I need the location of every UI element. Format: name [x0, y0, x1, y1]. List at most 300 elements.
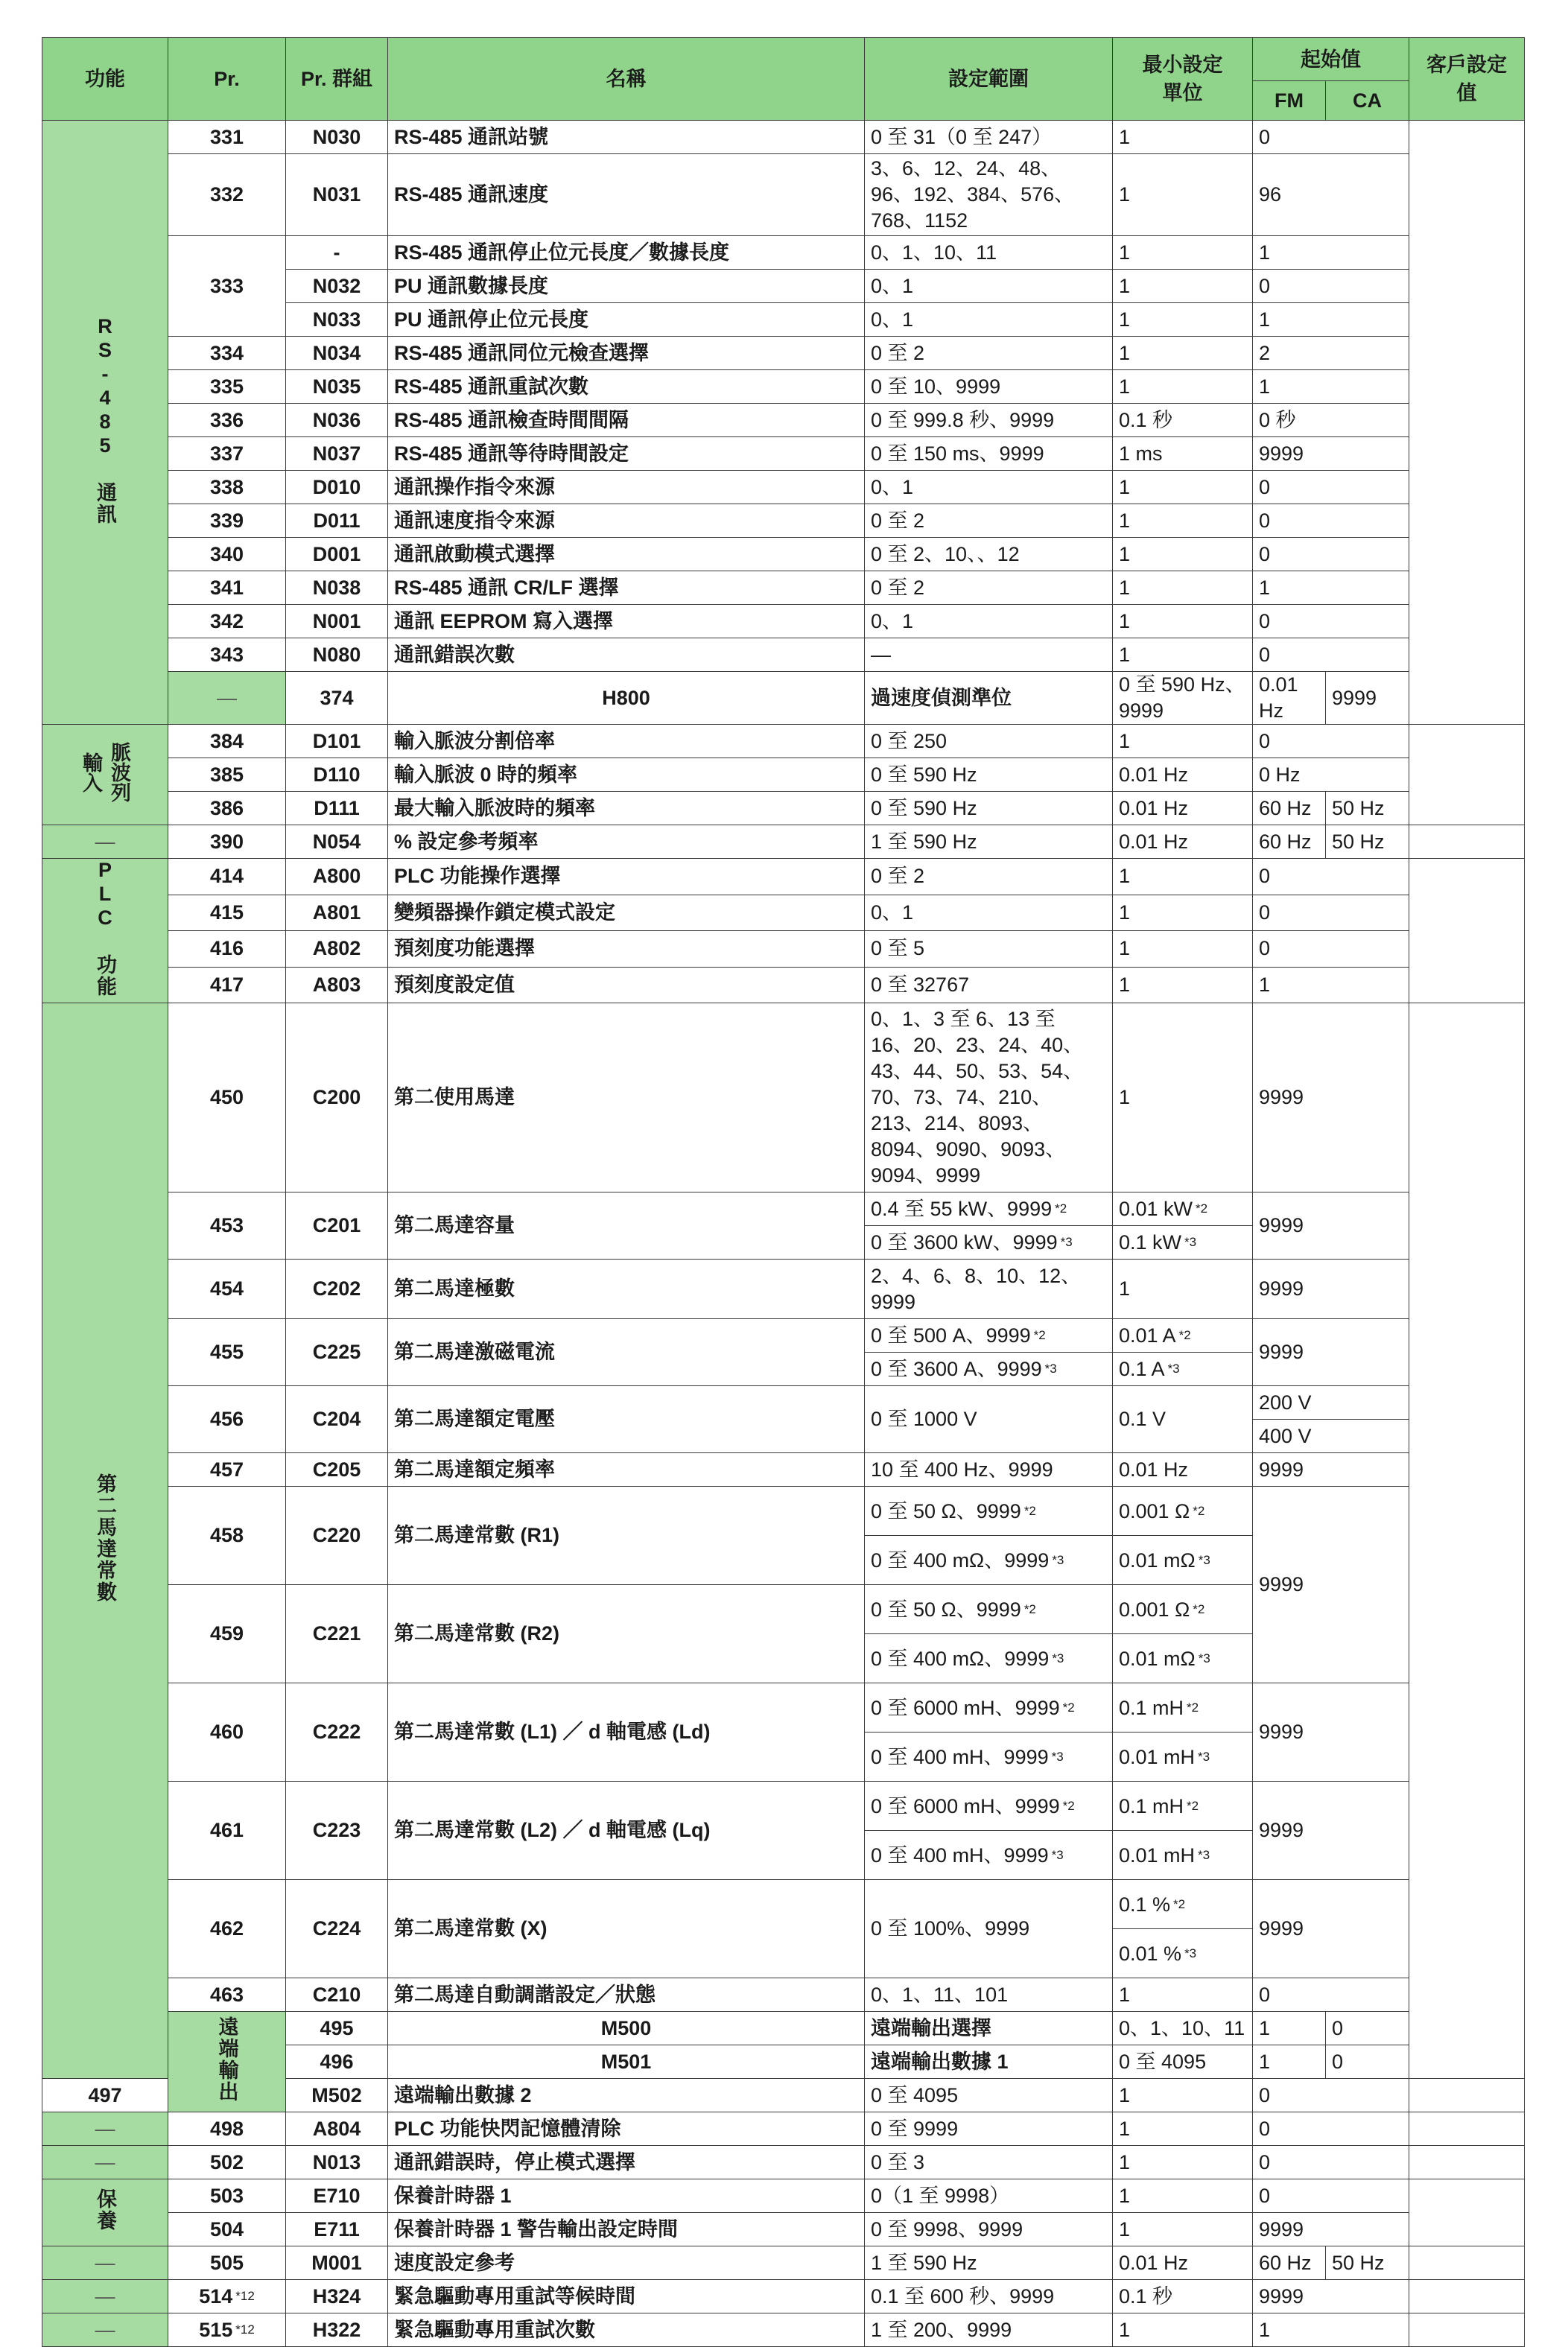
pr-cell: 384	[168, 725, 286, 758]
initial-cell: 200 V	[1253, 1386, 1409, 1420]
name-cell: 緊急驅動專用重試次數	[388, 2313, 865, 2347]
group-maintenance: 保養	[42, 2179, 168, 2246]
pr-cell: 495	[286, 2012, 388, 2045]
unit-cell: 1	[1113, 303, 1253, 337]
pr-cell: 331	[168, 121, 286, 154]
range-cell: 0 至 3	[865, 2146, 1113, 2179]
initial-cell: 9999	[1253, 1487, 1409, 1683]
group-cell: N032	[286, 270, 388, 303]
unit-cell: 1	[1113, 2213, 1253, 2246]
group-cell: D011	[286, 504, 388, 538]
pr-cell: 461	[168, 1782, 286, 1880]
range-cell: 2、4、6、8、10、12、 9999	[865, 1260, 1113, 1319]
group-cell: N038	[286, 571, 388, 605]
pr-cell: 335	[168, 370, 286, 404]
initial-cell: 9999	[1253, 2280, 1409, 2313]
pr-cell: 390	[168, 825, 286, 859]
unit-cell: 1	[1113, 571, 1253, 605]
pr-cell: 514 $^{*12}$	[168, 2280, 286, 2313]
group-none: —	[42, 2112, 168, 2146]
initial-cell: 0 秒	[1253, 404, 1409, 437]
pr-cell: 503	[168, 2179, 286, 2213]
pr-cell: 334	[168, 337, 286, 370]
range-cell: 0 至 50 Ω、9999 $^{*2}$	[865, 1487, 1113, 1536]
group-cell: C201	[286, 1192, 388, 1260]
initial-ca-cell: 50 Hz	[1326, 792, 1409, 825]
unit-cell: 1	[1113, 2146, 1253, 2179]
group-cell: D110	[286, 758, 388, 792]
unit-cell: 0.1 mH $^{*2}$	[1113, 1683, 1253, 1733]
header-name: 名稱	[388, 38, 865, 121]
group-cell: D111	[286, 792, 388, 825]
name-cell: 遠端輸出選擇	[865, 2012, 1113, 2045]
group-cell: N034	[286, 337, 388, 370]
initial-cell: 1	[1253, 370, 1409, 404]
range-cell: 0.4 至 55 kW、9999 $^{*2}$	[865, 1192, 1113, 1226]
range-cell: 0 至 32767	[865, 967, 1113, 1003]
header-unit: 最小設定單位	[1113, 38, 1253, 121]
range-cell: 0 至 3600 kW、9999 $^{*3}$	[865, 1226, 1113, 1260]
name-cell: 緊急驅動專用重試等候時間	[388, 2280, 865, 2313]
group-cell: D001	[286, 538, 388, 571]
unit-cell: 0.01 Hz	[1113, 758, 1253, 792]
initial-ca-cell: 50 Hz	[1326, 2246, 1409, 2280]
initial-cell: 2	[1253, 337, 1409, 370]
range-cell: 0 至 500 A、9999 $^{*2}$	[865, 1319, 1113, 1353]
range-cell: 0 至 590 Hz	[865, 792, 1113, 825]
pr-cell: 414	[168, 859, 286, 895]
unit-cell: 0.01 kW $^{*2}$	[1113, 1192, 1253, 1226]
pr-cell: 505	[168, 2246, 286, 2280]
unit-cell: 0.001 Ω $^{*2}$	[1113, 1487, 1253, 1536]
initial-fm-cell: 60 Hz	[1253, 2246, 1326, 2280]
unit-cell: 1	[1113, 605, 1253, 638]
group-cell: C202	[286, 1260, 388, 1319]
name-cell: 第二馬達常數 (L1) ／ d 軸電感 (Ld)	[388, 1683, 865, 1782]
pr-cell: 504	[168, 2213, 286, 2246]
range-cell: 0.1 至 600 秒、9999	[865, 2280, 1113, 2313]
initial-cell: 9999	[1253, 1782, 1409, 1880]
unit-cell: 0.1 V	[1113, 1386, 1253, 1453]
group-none: —	[42, 2246, 168, 2280]
range-cell: 1 至 200、9999	[865, 2313, 1113, 2347]
pr-cell: 498	[168, 2112, 286, 2146]
group-cell: C200	[286, 1003, 388, 1192]
unit-cell: 0.01 A $^{*2}$	[1113, 1319, 1253, 1353]
parameter-table-page	[42, 37, 1524, 2347]
group-cell: C222	[286, 1683, 388, 1782]
initial-cell: 9999	[1253, 1453, 1409, 1487]
name-cell: RS-485 通訊 CR/LF 選擇	[388, 571, 865, 605]
initial-cell: 0	[1326, 2045, 1525, 2079]
pr-cell: 515 $^{*12}$	[168, 2313, 286, 2347]
unit-cell: 1	[1113, 121, 1253, 154]
range-cell: 0 至 999.8 秒、9999	[865, 404, 1113, 437]
initial-cell: 9999	[1253, 1003, 1409, 1192]
pr-cell: 416	[168, 931, 286, 968]
range-cell: 1 至 590 Hz	[865, 825, 1113, 859]
unit-cell: 0.01 Hz	[1113, 2246, 1253, 2280]
group-cell: N036	[286, 404, 388, 437]
group-none: —	[42, 825, 168, 859]
unit-cell: 1	[1113, 471, 1253, 504]
header-group: Pr. 群組	[286, 38, 388, 121]
unit-cell: 0.1 秒	[1113, 2280, 1253, 2313]
range-cell: 0 至 6000 mH、9999 $^{*2}$	[865, 1782, 1113, 1831]
unit-cell: 1	[1113, 270, 1253, 303]
group-pulse-train: 脈波列 輸入	[42, 725, 168, 825]
name-cell: 保養計時器 1 警告輸出設定時間	[388, 2213, 865, 2246]
range-cell: 0 至 400 mΩ、9999 $^{*3}$	[865, 1634, 1113, 1683]
initial-cell: 9999	[1326, 672, 1525, 725]
pr-cell: 337	[168, 437, 286, 471]
group-cell: N033	[286, 303, 388, 337]
initial-cell: 9999	[1253, 437, 1409, 471]
header-pr: Pr.	[168, 38, 286, 121]
name-cell: 速度設定參考	[388, 2246, 865, 2280]
unit-cell: 0.01 Hz	[1113, 792, 1253, 825]
initial-cell: 9999	[1253, 1260, 1409, 1319]
pr-cell: 460	[168, 1683, 286, 1782]
pr-cell: 340	[168, 538, 286, 571]
name-cell: 最大輸入脈波時的頻率	[388, 792, 865, 825]
name-cell: RS-485 通訊檢查時間間隔	[388, 404, 865, 437]
group-cell: M001	[286, 2246, 388, 2280]
customer-cell	[1409, 1003, 1525, 2079]
parameter-table	[42, 37, 1525, 2347]
group-cell: N054	[286, 825, 388, 859]
name-cell: 第二馬達額定電壓	[388, 1386, 865, 1453]
pr-cell: 417	[168, 967, 286, 1003]
initial-cell: 0	[1253, 1978, 1409, 2012]
name-cell: 第二馬達激磁電流	[388, 1319, 865, 1386]
pr-cell: 342	[168, 605, 286, 638]
group-cell: A804	[286, 2112, 388, 2146]
initial-cell: 0	[1253, 638, 1409, 672]
range-cell: 0、1	[865, 270, 1113, 303]
unit-cell: 1	[1113, 1260, 1253, 1319]
group-cell: C220	[286, 1487, 388, 1585]
group-cell: H800	[388, 672, 865, 725]
name-cell: 過速度偵測準位	[865, 672, 1113, 725]
initial-cell: 0	[1253, 725, 1409, 758]
customer-cell	[1409, 2179, 1525, 2246]
group-rs485: RS-485 通訊	[42, 121, 168, 725]
initial-cell: 9999	[1253, 2213, 1409, 2246]
pr-cell: 457	[168, 1453, 286, 1487]
unit-cell: 0.1 % $^{*2}$	[1113, 1880, 1253, 1929]
range-cell: 1 至 590 Hz	[865, 2246, 1113, 2280]
unit-cell: 1	[1113, 1003, 1253, 1192]
group-cell: C205	[286, 1453, 388, 1487]
initial-cell: 1	[1253, 303, 1409, 337]
name-cell: % 設定參考頻率	[388, 825, 865, 859]
unit-cell: 1	[1113, 725, 1253, 758]
name-cell: 通訊操作指令來源	[388, 471, 865, 504]
pr-cell: 338	[168, 471, 286, 504]
group-cell: N080	[286, 638, 388, 672]
pr-cell: 459	[168, 1585, 286, 1683]
unit-cell: 1	[1113, 154, 1253, 236]
range-cell: 0、1、3 至 6、13 至 16、20、23、24、40、 43、44、50、53、54、 70、73、74、210、 213、214、8093、 8094、9090、9093、 9094、9999	[865, 1003, 1113, 1192]
initial-cell: 1	[1253, 2313, 1409, 2347]
range-cell: 0 至 150 ms、9999	[865, 437, 1113, 471]
customer-cell	[1409, 725, 1525, 825]
initial-cell: 0	[1253, 2179, 1409, 2213]
name-cell: RS-485 通訊等待時間設定	[388, 437, 865, 471]
unit-cell: 1	[1113, 895, 1253, 931]
group-cell: N030	[286, 121, 388, 154]
initial-cell: 0	[1253, 605, 1409, 638]
name-cell: 第二馬達常數 (R2)	[388, 1585, 865, 1683]
name-cell: RS-485 通訊重試次數	[388, 370, 865, 404]
name-cell: PLC 功能快閃記憶體清除	[388, 2112, 865, 2146]
name-cell: 第二馬達極數	[388, 1260, 865, 1319]
range-cell: 0 至 4095	[865, 2079, 1113, 2112]
group-cell: M502	[286, 2079, 388, 2112]
name-cell: 通訊啟動模式選擇	[388, 538, 865, 571]
customer-cell	[1409, 2246, 1525, 2280]
unit-cell: 0.01 Hz	[1113, 1453, 1253, 1487]
unit-cell: 1	[1113, 931, 1253, 968]
group-remote-output: 遠端輸出	[168, 2012, 286, 2112]
name-cell: 第二馬達自動調諧設定／狀態	[388, 1978, 865, 2012]
unit-cell: 0.01 Hz	[1253, 672, 1326, 725]
name-cell: 第二馬達容量	[388, 1192, 865, 1260]
range-cell: 0 至 2	[865, 859, 1113, 895]
range-cell: 0、1、10、11	[865, 236, 1113, 270]
customer-cell	[1409, 2280, 1525, 2313]
initial-cell: 1	[1253, 236, 1409, 270]
name-cell: 遠端輸出數據 2	[388, 2079, 865, 2112]
initial-cell: 96	[1253, 154, 1409, 236]
range-cell: 0 至 590 Hz、9999	[1113, 672, 1253, 725]
group-cell: N037	[286, 437, 388, 471]
range-cell: 0 至 100%、9999	[865, 1880, 1113, 1978]
initial-cell: 0	[1253, 2112, 1409, 2146]
pr-cell: 332	[168, 154, 286, 236]
pr-cell: 502	[168, 2146, 286, 2179]
range-cell: 0、1	[865, 895, 1113, 931]
range-cell: 0、1、10、11	[1113, 2012, 1253, 2045]
range-cell: 0、1、11、101	[865, 1978, 1113, 2012]
name-cell: RS-485 通訊站號	[388, 121, 865, 154]
customer-cell	[1409, 859, 1525, 1003]
unit-cell: 1	[1113, 1978, 1253, 2012]
group-cell: E711	[286, 2213, 388, 2246]
name-cell: 變頻器操作鎖定模式設定	[388, 895, 865, 931]
group-none: —	[42, 2313, 168, 2347]
initial-cell: 0	[1253, 121, 1409, 154]
header-initial: 起始值	[1253, 38, 1409, 81]
pr-cell: 343	[168, 638, 286, 672]
unit-cell: 1	[1113, 2179, 1253, 2213]
initial-cell: 0	[1253, 504, 1409, 538]
pr-cell: 386	[168, 792, 286, 825]
group-cell: -	[286, 236, 388, 270]
unit-cell: 1	[1253, 2012, 1326, 2045]
group-cell: C224	[286, 1880, 388, 1978]
unit-cell: 0.1 A $^{*3}$	[1113, 1353, 1253, 1386]
customer-cell	[1409, 121, 1525, 725]
unit-cell: 1	[1113, 504, 1253, 538]
range-cell: 0 至 400 mH、9999 $^{*3}$	[865, 1831, 1113, 1880]
initial-cell: 0	[1253, 471, 1409, 504]
name-cell: 通訊錯誤次數	[388, 638, 865, 672]
range-cell: 0、1	[865, 605, 1113, 638]
unit-cell: 0.1 mH $^{*2}$	[1113, 1782, 1253, 1831]
range-cell: 10 至 400 Hz、9999	[865, 1453, 1113, 1487]
range-cell: 0 至 10、9999	[865, 370, 1113, 404]
unit-cell: 0.01 mΩ $^{*3}$	[1113, 1634, 1253, 1683]
customer-cell	[1409, 2146, 1525, 2179]
name-cell: 第二馬達額定頻率	[388, 1453, 865, 1487]
name-cell: 通訊 EEPROM 寫入選擇	[388, 605, 865, 638]
name-cell: 第二使用馬達	[388, 1003, 865, 1192]
name-cell: PU 通訊數據長度	[388, 270, 865, 303]
name-cell: 預刻度設定值	[388, 967, 865, 1003]
group-cell: A802	[286, 931, 388, 968]
unit-cell: 1	[1253, 2045, 1326, 2079]
group-none: —	[42, 2146, 168, 2179]
name-cell: 第二馬達常數 (R1)	[388, 1487, 865, 1585]
unit-cell: 0.1 秒	[1113, 404, 1253, 437]
unit-cell: 1	[1113, 859, 1253, 895]
range-cell: 3、6、12、24、48、 96、192、384、576、 768、1152	[865, 154, 1113, 236]
range-cell: 0 至 590 Hz	[865, 758, 1113, 792]
initial-cell: 0	[1253, 2079, 1409, 2112]
initial-fm-cell: 60 Hz	[1253, 825, 1326, 859]
name-cell: PU 通訊停止位元長度	[388, 303, 865, 337]
range-cell: 0 至 4095	[1113, 2045, 1253, 2079]
group-cell: N035	[286, 370, 388, 404]
unit-cell: 1	[1113, 370, 1253, 404]
range-cell: 0（1 至 9998）	[865, 2179, 1113, 2213]
pr-cell: 456	[168, 1386, 286, 1453]
name-cell: 保養計時器 1	[388, 2179, 865, 2213]
group-cell: M501	[388, 2045, 865, 2079]
unit-cell: 0.01 mΩ $^{*3}$	[1113, 1536, 1253, 1585]
group-cell: H322	[286, 2313, 388, 2347]
name-cell: RS-485 通訊停止位元長度／數據長度	[388, 236, 865, 270]
group-cell: C204	[286, 1386, 388, 1453]
pr-cell: 450	[168, 1003, 286, 1192]
unit-cell: 1	[1113, 2112, 1253, 2146]
name-cell: 第二馬達常數 (X)	[388, 1880, 865, 1978]
name-cell: 通訊錯誤時，停止模式選擇	[388, 2146, 865, 2179]
initial-cell: 1	[1253, 967, 1409, 1003]
initial-cell: 0	[1253, 2146, 1409, 2179]
pr-cell: 333	[168, 236, 286, 337]
name-cell: 通訊速度指令來源	[388, 504, 865, 538]
group-cell: C225	[286, 1319, 388, 1386]
name-cell: PLC 功能操作選擇	[388, 859, 865, 895]
customer-cell	[1409, 2112, 1525, 2146]
range-cell: 0 至 2	[865, 571, 1113, 605]
pr-cell: 454	[168, 1260, 286, 1319]
name-cell: 輸入脈波 0 時的頻率	[388, 758, 865, 792]
group-none: —	[168, 672, 286, 725]
group-cell: A803	[286, 967, 388, 1003]
group-cell: C210	[286, 1978, 388, 2012]
initial-cell: 0	[1326, 2012, 1525, 2045]
pr-cell: 339	[168, 504, 286, 538]
unit-cell: 1	[1113, 638, 1253, 672]
unit-cell: 1	[1113, 2313, 1253, 2347]
unit-cell: 1 ms	[1113, 437, 1253, 471]
group-cell: N001	[286, 605, 388, 638]
range-cell: 0 至 3600 A、9999 $^{*3}$	[865, 1353, 1113, 1386]
name-cell: 遠端輸出數據 1	[865, 2045, 1113, 2079]
pr-cell: 336	[168, 404, 286, 437]
pr-cell: 455	[168, 1319, 286, 1386]
unit-cell: 1	[1113, 337, 1253, 370]
group-second-motor: 第二馬達常數	[42, 1003, 168, 2079]
unit-cell: 1	[1113, 236, 1253, 270]
unit-cell: 0.1 kW $^{*3}$	[1113, 1226, 1253, 1260]
group-cell: A801	[286, 895, 388, 931]
group-cell: M500	[388, 2012, 865, 2045]
unit-cell: 0.01 mH $^{*3}$	[1113, 1733, 1253, 1782]
initial-cell: 0	[1253, 538, 1409, 571]
initial-cell: 0	[1253, 270, 1409, 303]
unit-cell: 0.001 Ω $^{*2}$	[1113, 1585, 1253, 1634]
pr-cell: 453	[168, 1192, 286, 1260]
header-customer: 客戶設定值	[1409, 38, 1525, 121]
pr-cell: 415	[168, 895, 286, 931]
initial-cell: 9999	[1253, 1683, 1409, 1782]
range-cell: 0 至 400 mΩ、9999 $^{*3}$	[865, 1536, 1113, 1585]
name-cell: RS-485 通訊速度	[388, 154, 865, 236]
name-cell: 預刻度功能選擇	[388, 931, 865, 968]
group-cell: N013	[286, 2146, 388, 2179]
unit-cell: 0.01 % $^{*3}$	[1113, 1929, 1253, 1978]
unit-cell: 1	[1113, 967, 1253, 1003]
unit-cell: 0.01 mH $^{*3}$	[1113, 1831, 1253, 1880]
pr-cell: 458	[168, 1487, 286, 1585]
range-cell: 0 至 6000 mH、9999 $^{*2}$	[865, 1683, 1113, 1733]
initial-fm-cell: 60 Hz	[1253, 792, 1326, 825]
range-cell: —	[865, 638, 1113, 672]
pr-cell: 341	[168, 571, 286, 605]
initial-cell: 0	[1253, 859, 1409, 895]
initial-cell: 0	[1253, 895, 1409, 931]
initial-cell: 0	[1253, 931, 1409, 968]
range-cell: 0 至 2	[865, 337, 1113, 370]
range-cell: 0 至 2、10、、12	[865, 538, 1113, 571]
range-cell: 0 至 9998、9999	[865, 2213, 1113, 2246]
header-function: 功能	[42, 38, 168, 121]
header-ca: CA	[1326, 81, 1409, 121]
range-cell: 0、1	[865, 471, 1113, 504]
header-fm: FM	[1253, 81, 1326, 121]
range-cell: 0 至 50 Ω、9999 $^{*2}$	[865, 1585, 1113, 1634]
unit-cell: 0.01 Hz	[1113, 825, 1253, 859]
pr-cell: 497	[42, 2079, 168, 2112]
range-cell: 0 至 5	[865, 931, 1113, 968]
group-cell: E710	[286, 2179, 388, 2213]
name-cell: RS-485 通訊同位元檢查選擇	[388, 337, 865, 370]
pr-cell: 385	[168, 758, 286, 792]
pr-cell: 496	[286, 2045, 388, 2079]
range-cell: 0 至 400 mH、9999 $^{*3}$	[865, 1733, 1113, 1782]
initial-cell: 400 V	[1253, 1420, 1409, 1453]
group-plc: PLC 功能	[42, 859, 168, 1003]
initial-cell: 9999	[1253, 1192, 1409, 1260]
name-cell: 第二馬達常數 (L2) ／ d 軸電感 (Lq)	[388, 1782, 865, 1880]
unit-cell: 1	[1113, 2079, 1253, 2112]
group-cell: A800	[286, 859, 388, 895]
